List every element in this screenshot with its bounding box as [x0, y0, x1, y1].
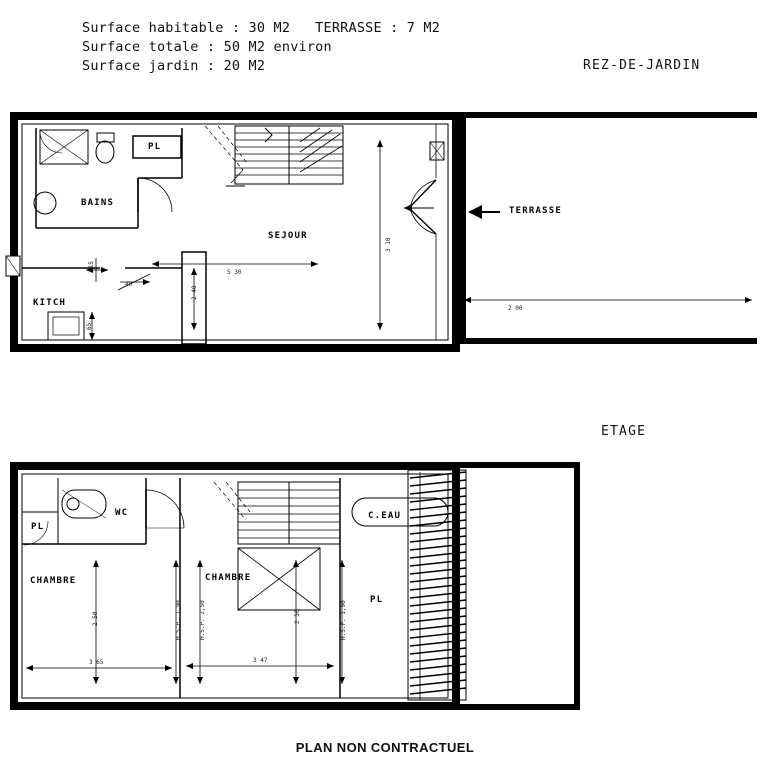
dim-upper-347: 3 47 [253, 657, 268, 664]
dim-ground-200: 2 00 [508, 305, 523, 312]
dim-upper-250-left: 2 50 [92, 611, 99, 626]
room-label-bains: BAINS [81, 198, 115, 208]
level-label-ground: REZ-DE-JARDIN [583, 58, 701, 73]
surface-habitable-text: Surface habitable : 30 M2 TERRASSE : 7 M2 [82, 20, 441, 36]
room-label-ceau: C.EAU [368, 511, 402, 521]
room-label-kitch: KITCH [33, 298, 67, 308]
dim-upper-250-mid: 2 50 [294, 609, 301, 624]
dim-upper-hsp190-b: H.S.P. 1,90 [340, 600, 347, 640]
dim-upper-365: 3 65 [89, 659, 104, 666]
dim-upper-hsp190-a: H.S.P. 1,90 [175, 600, 182, 640]
room-label-chambre-2: CHAMBRE [205, 573, 252, 583]
level-label-upper: ETAGE [601, 424, 647, 439]
dim-ground-40: 40 [125, 281, 133, 288]
room-label-terrasse: TERRASSE [509, 206, 562, 216]
surface-totale-text: Surface totale : 50 M2 environ [82, 39, 332, 55]
dim-ground-530: 5 30 [227, 269, 242, 276]
dim-ground-115: 115 [88, 261, 95, 272]
room-label-pl-upper-right: PL [370, 595, 384, 605]
surface-jardin-text: Surface jardin : 20 M2 [82, 58, 266, 74]
room-label-wc: WC [115, 508, 129, 518]
room-label-pl-upper-left: PL [31, 522, 45, 532]
disclaimer-text: PLAN NON CONTRACTUEL [295, 740, 475, 755]
dim-upper-hsp250: H.S.P. 2,50 [199, 600, 206, 640]
dim-ground-310: 3 10 [385, 237, 392, 252]
room-label-chambre-1: CHAMBRE [30, 576, 77, 586]
room-label-pl-ground: PL [148, 142, 162, 152]
room-label-sejour: SEJOUR [268, 231, 308, 241]
dim-ground-65: 65 [86, 322, 93, 330]
dim-ground-240: 2 40 [191, 285, 198, 300]
